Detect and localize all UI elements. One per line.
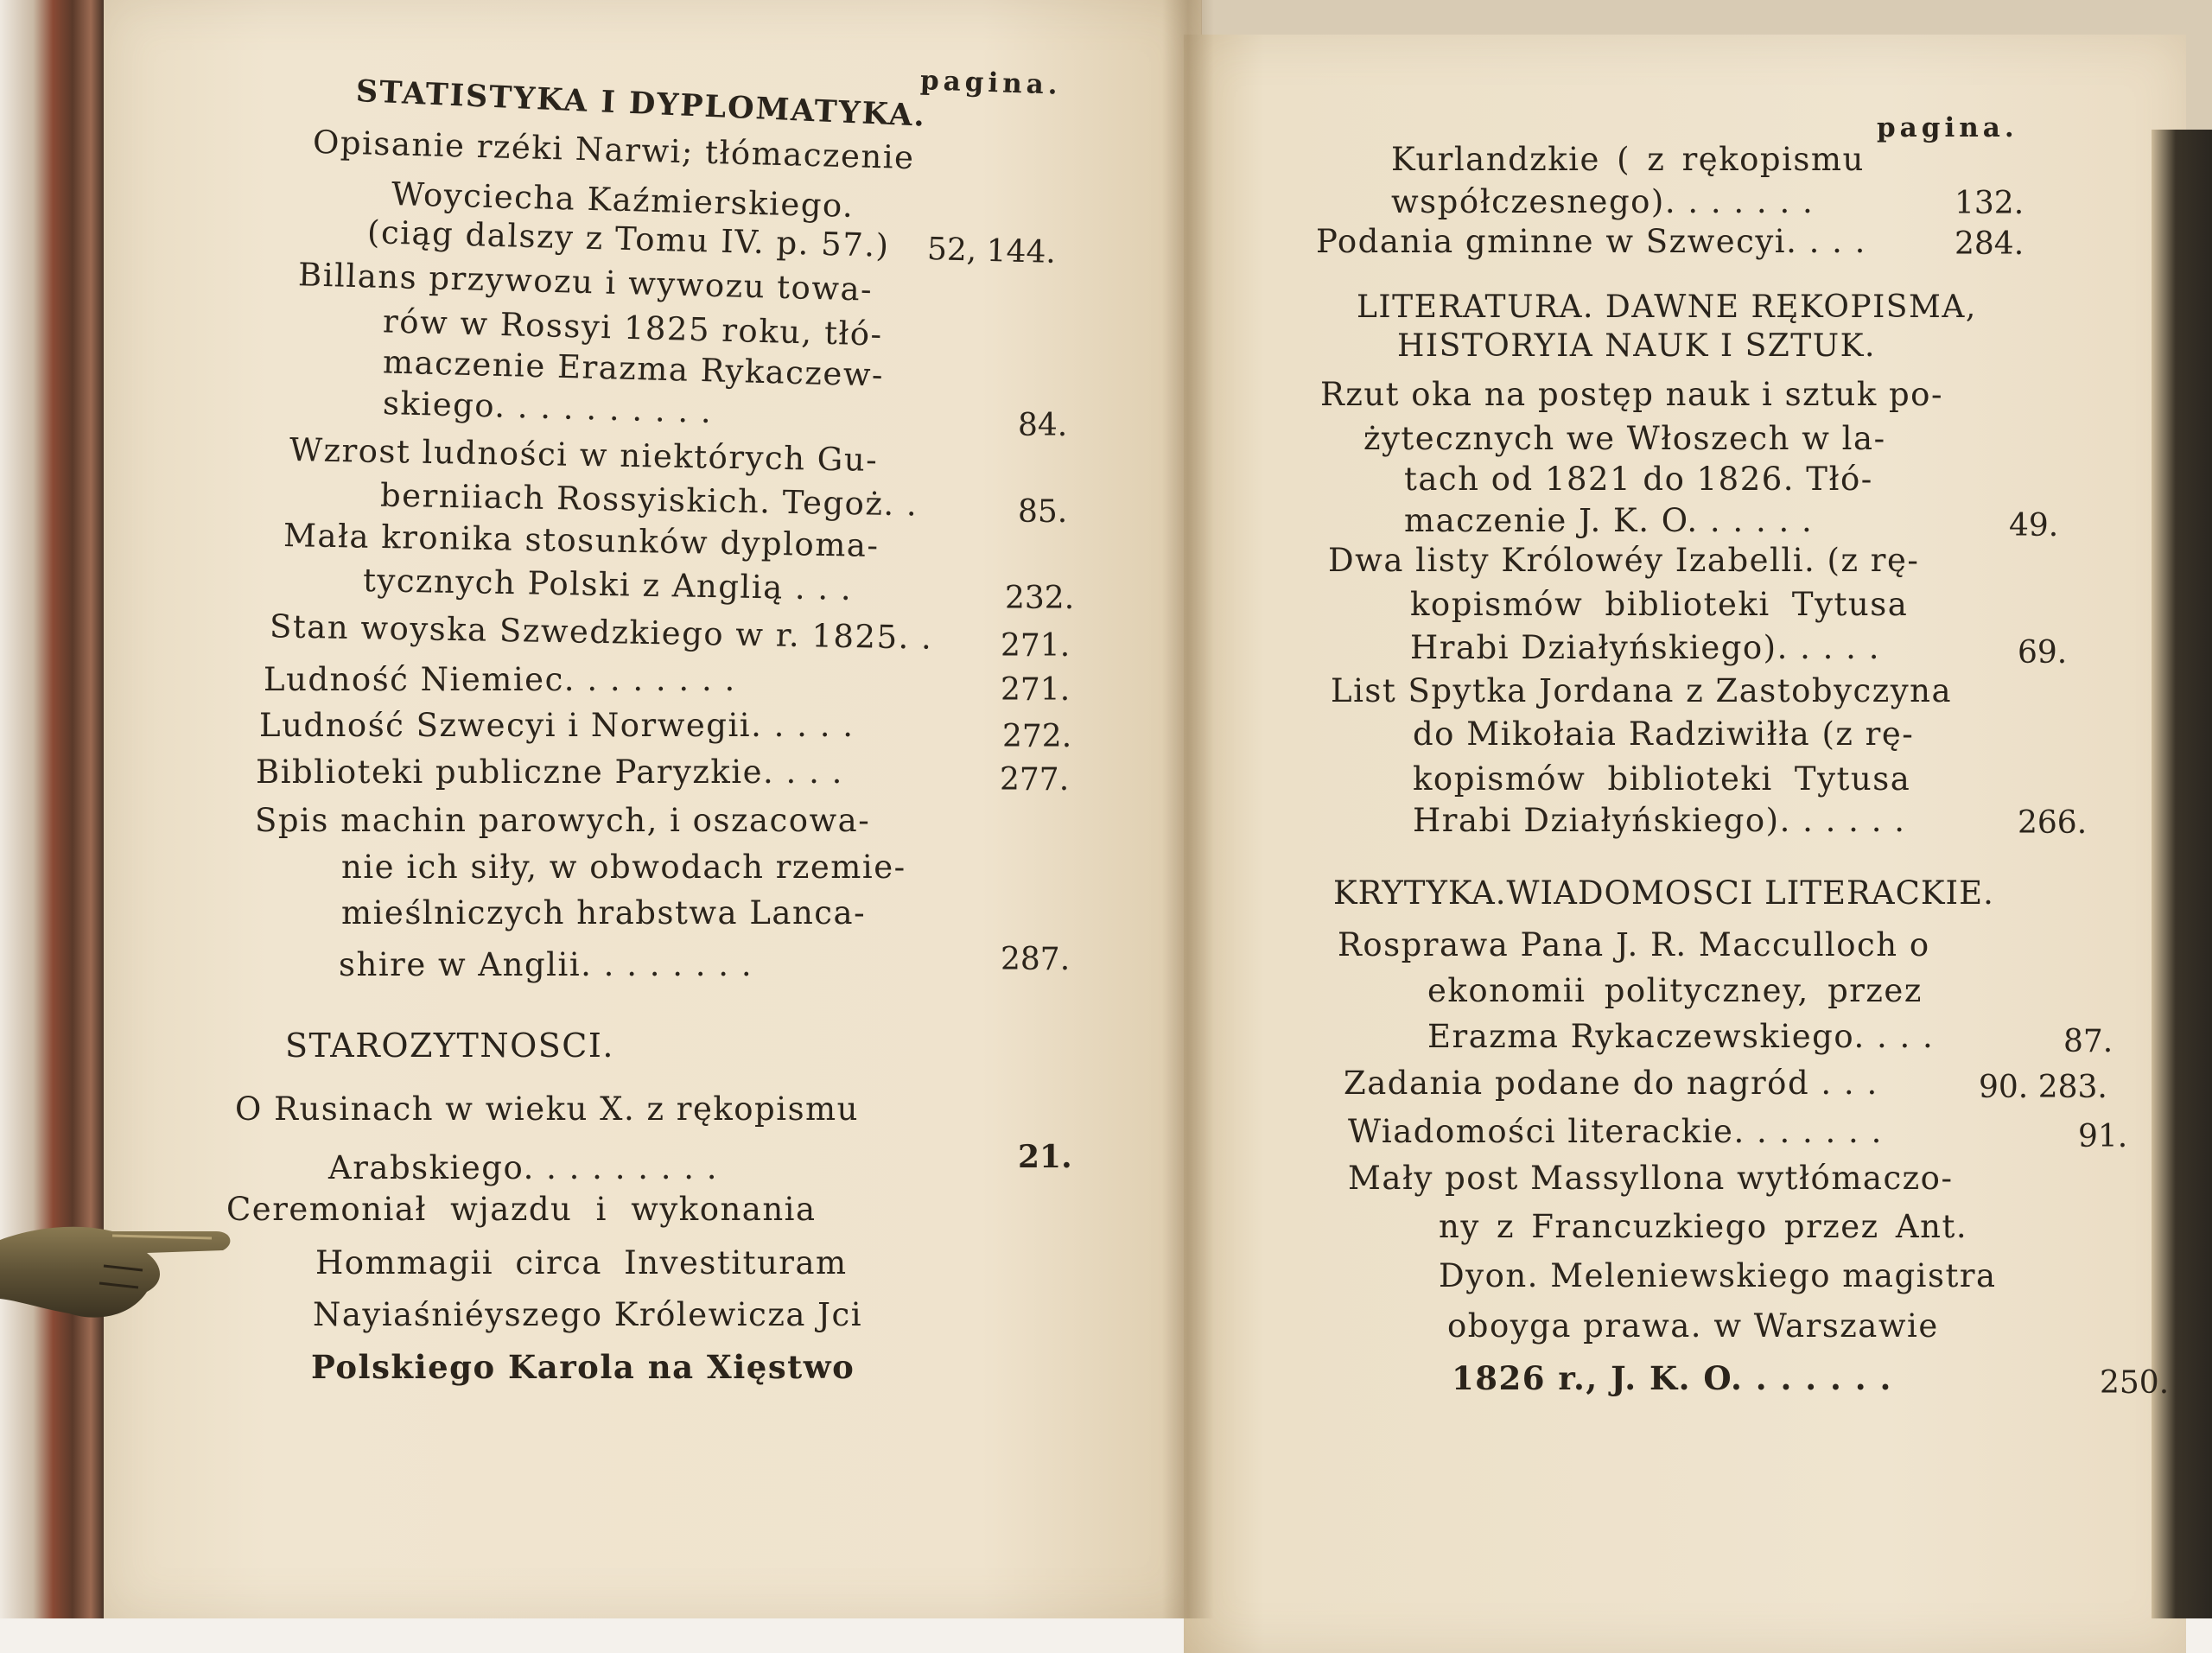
toc-page-number: 69. xyxy=(2018,635,2068,671)
toc-line: berniiach Rossyiskich. Tegoż. . xyxy=(379,476,918,524)
toc-line: Rzut oka na postęp nauk i sztuk po- xyxy=(1320,376,1943,413)
toc-line: O Rusinach w wieku X. z rękopismu xyxy=(235,1090,859,1128)
toc-line: Ceremoniał wjazdu i wykonania xyxy=(226,1191,817,1228)
toc-line: kopismów biblioteki Tytusa xyxy=(1413,760,1911,798)
toc-line: Rosprawa Pana J. R. Macculloch o xyxy=(1338,926,1930,963)
toc-line: Zadania podane do nagród . . . xyxy=(1344,1065,1878,1102)
toc-page-number: 250. xyxy=(2100,1365,2170,1401)
toc-line: do Mikołaia Radziwiłła (z rę- xyxy=(1413,715,1915,753)
toc-line: Mały post Massyllona wytłómaczo- xyxy=(1348,1160,1954,1197)
toc-page-number: 84. xyxy=(1018,408,1068,443)
section-heading-historyia: HISTORYIA NAUK I SZTUK. xyxy=(1397,328,1876,364)
toc-line: rów w Rossyi 1825 roku, tłó- xyxy=(382,302,884,353)
toc-page-number: 91. xyxy=(2078,1119,2128,1154)
toc-line: maczenie J. K. O. . . . . . xyxy=(1404,502,1814,539)
toc-line: Dyon. Meleniewskiego magistra xyxy=(1439,1257,1997,1294)
book-gutter xyxy=(1162,0,1214,1618)
pagina-label-left: pagina. xyxy=(919,65,1063,101)
toc-line: Kurlandzkie ( z rękopismu xyxy=(1391,141,1865,178)
toc-line: Podania gminne w Szwecyi. . . . xyxy=(1316,223,1866,260)
section-heading-starozytnosci: STAROZYTNOSCI. xyxy=(285,1027,614,1065)
toc-line: Hrabi Działyńskiego). . . . . . xyxy=(1413,802,1906,839)
toc-line: (ciąg dalszy z Tomu IV. p. 57.) xyxy=(366,213,891,264)
toc-line: Polskiego Karola na Xięstwo xyxy=(311,1348,855,1386)
toc-page-number: 52, 144. xyxy=(926,232,1057,270)
toc-page-number: 284. xyxy=(1955,226,2024,262)
toc-line: Mała kronika stosunków dyploma- xyxy=(283,516,880,565)
toc-line: Hommagii circa Investituram xyxy=(315,1244,848,1281)
toc-page-number: 87. xyxy=(2063,1024,2113,1059)
toc-line: Dwa listy Królowéy Izabelli. (z rę- xyxy=(1328,542,1920,579)
pointing-hand-bookmark xyxy=(0,1205,238,1335)
toc-line: współczesnego). . . . . . . xyxy=(1391,183,1815,220)
toc-page-number: 132. xyxy=(1955,186,2024,221)
toc-line: tycznych Polski z Anglią . . . xyxy=(362,562,853,607)
toc-line: ekonomii polityczney, przez xyxy=(1427,972,1923,1009)
toc-line: Wiadomości literackie. . . . . . . xyxy=(1348,1113,1883,1150)
toc-page-number: 90. 283. xyxy=(1979,1070,2107,1105)
toc-page-number: 271. xyxy=(1001,672,1071,708)
toc-line: Nayiaśniéyszego Królewicza Jci xyxy=(313,1296,863,1333)
right-page xyxy=(1184,35,2186,1653)
toc-line: Wzrost ludności w niektórych Gu- xyxy=(289,431,879,479)
toc-line: tach od 1821 do 1826. Tłó- xyxy=(1404,461,1873,498)
toc-line: skiego. . . . . . . . . . xyxy=(382,385,713,430)
toc-line: żytecznych we Włoszech w la- xyxy=(1363,420,1886,457)
toc-line: nie ich siły, w obwodach rzemie- xyxy=(341,849,906,886)
section-heading-statistyka: STATISTYKA I DYPLOMATYKA. xyxy=(355,73,927,134)
toc-line: oboyga prawa. w Warszawie xyxy=(1447,1307,1939,1345)
toc-page-number: 232. xyxy=(1005,581,1075,616)
toc-page-number: 272. xyxy=(1002,719,1072,754)
toc-line: ny z Francuzkiego przez Ant. xyxy=(1439,1208,1968,1245)
toc-line: Ludność Niemiec. . . . . . . . xyxy=(264,661,736,698)
toc-line: Erazma Rykaczewskiego. . . . xyxy=(1427,1018,1935,1055)
toc-line: List Spytka Jordana z Zastobyczyna xyxy=(1331,672,1953,709)
toc-page-number: 21. xyxy=(1018,1139,1072,1175)
toc-line: Arabskiego. . . . . . . . . xyxy=(328,1149,719,1186)
toc-line: Ludność Szwecyi i Norwegii. . . . . xyxy=(259,707,855,744)
toc-line: Biblioteki publiczne Paryzkie. . . . xyxy=(256,753,843,791)
toc-line: Woyciecha Kaźmierskiego. xyxy=(391,175,855,226)
pagina-label-right: pagina. xyxy=(1877,112,2018,143)
toc-line: Hrabi Działyńskiego). . . . . xyxy=(1410,629,1880,666)
toc-line: 1826 r., J. K. O. . . . . . . xyxy=(1452,1359,1892,1397)
toc-line: Spis machin parowych, i oszacowa- xyxy=(255,802,871,839)
toc-line: Billans przywozu i wywozu towa- xyxy=(297,256,874,308)
toc-line: Stan woyska Szwedzkiego w r. 1825. . xyxy=(269,607,933,657)
toc-line: Opisanie rzéki Narwi; tłómaczenie xyxy=(312,123,916,177)
toc-page-number: 85. xyxy=(1018,494,1068,530)
toc-line: kopismów biblioteki Tytusa xyxy=(1410,586,1909,623)
toc-line: shire w Anglii. . . . . . . . xyxy=(339,946,753,983)
section-heading-krytyka: KRYTYKA.WIADOMOSCI LITERACKIE. xyxy=(1333,874,1994,912)
toc-page-number: 287. xyxy=(1001,942,1071,977)
toc-line: mieślniczych hrabstwa Lanca- xyxy=(341,894,867,931)
section-heading-literatura: LITERATURA. DAWNE RĘKOPISMA, xyxy=(1357,289,1977,325)
toc-page-number: 277. xyxy=(1000,762,1070,798)
toc-page-number: 271. xyxy=(1001,628,1071,664)
toc-page-number: 266. xyxy=(2018,805,2088,841)
toc-line: maczenie Erazma Rykaczew- xyxy=(382,343,885,394)
toc-page-number: 49. xyxy=(2009,508,2059,544)
